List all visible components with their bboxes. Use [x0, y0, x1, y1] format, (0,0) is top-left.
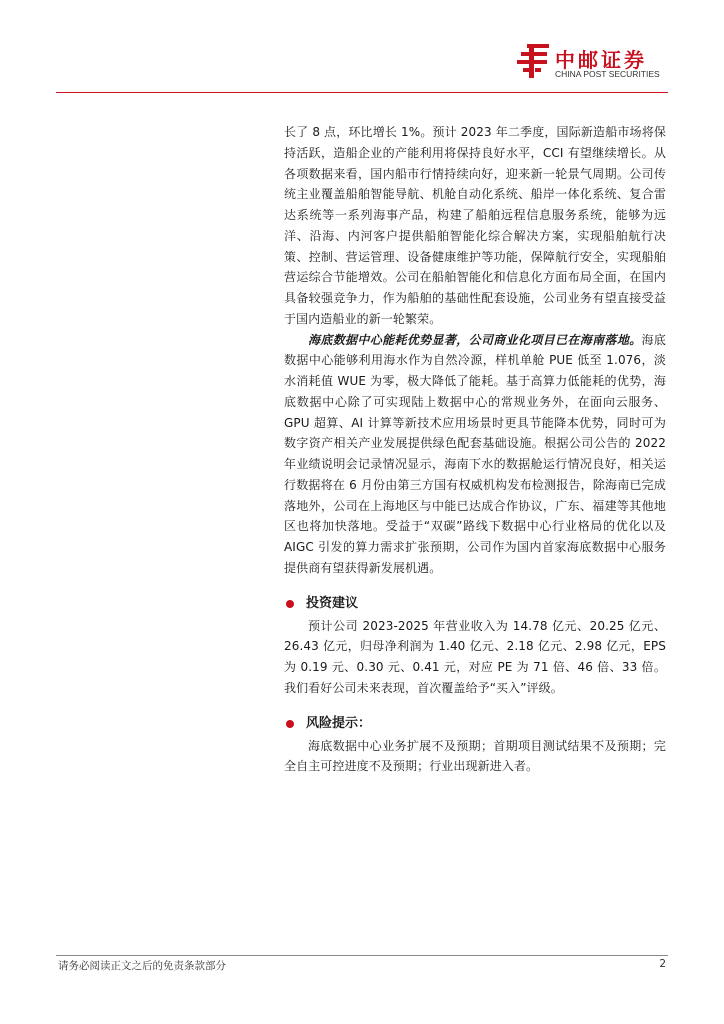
header-divider: [56, 92, 668, 93]
footer-divider: [56, 955, 668, 956]
risk-section-heading: [284, 712, 666, 736]
paragraph-text: 海底数据中心能够利用海水作为自然冷源，样机单舱 PUE 低至 1.076，淡水消耗值 WUE 为零，极大降低了能耗。基于高算力低能耗的优势，海底数据中心除了可实现陆上数据中心的常规业务外，在面向云服务、GPU 超算、AI 计算等新技术应用场景时更具节能降本优势，同时可为数字资产相关产业发展提供绿色配套基础设施。根据公司公告的 2022 年业绩说明会记录情况显示，海南下水的数据舱运行情况良好，相关运行数据将在 6 月份由第三方国有权威机构发布检测报告，除海南已完成落地外，公司在上海地区与中能已达成合作协议，广东、福建等其他地区也将加快落地。受益于“双碳”路线下数据中心行业格局的优化以及 AIGC 引发的算力需求扩张预期，公司作为国内首家海底数据中心服务提供商有望获得新发展机遇。: [284, 332, 667, 575]
disclaimer-note: 请务必阅读正文之后的免责条款部分: [58, 960, 226, 972]
bullet-dot-icon: [286, 720, 294, 728]
bullet-dot-icon: [286, 600, 294, 608]
paragraph-lead-sentence: 海底数据中心能耗优势显著，公司商业化项目已在海南落地。: [308, 332, 642, 347]
risk-paragraph: 海底数据中心业务扩展不及预期；首期项目测试结果不及预期；完全自主可控进度不及预期；行业出现新进入者。: [284, 738, 666, 774]
report-body: [284, 122, 666, 777]
page-number: 2: [659, 958, 666, 970]
body-paragraph-undersea-datacenter: [284, 330, 666, 579]
brand-name-en: CHINA POST SECURITIES: [555, 69, 660, 79]
investment-section-heading: [284, 592, 666, 616]
brand-name-cn: 中邮证券: [555, 48, 647, 72]
investment-title: 投资建议: [306, 595, 359, 611]
brand-logo: [515, 42, 675, 84]
china-post-logo-icon: [515, 42, 551, 80]
investment-paragraph: 预计公司 2023-2025 年营业收入为 14.78 亿元、20.25 亿元、26.43 亿元，归母净利润为 1.40 亿元、2.18 亿元、2.98 亿元，EPS 为 0.19 元、0.30 元、0.41 元，对应 PE 为 71 倍、46 倍、33 倍。我们看好公司未来表现，首次覆盖给予“买入”评级。: [284, 618, 666, 695]
body-paragraph-shipbuilding: 长了 8 点，环比增长 1%。预计 2023 年二季度，国际新造船市场将保持活跃，造船企业的产能利用将保持良好水平，CCI 有望继续增长。从各项数据来看，国内船市行情持续向好，迎来新一轮景气周期。公司传统主业覆盖船舶智能导航、机舱自动化系统、船岸一体化系统、复合雷达系统等一系列海事产品，构建了船舶远程信息服务系统，能够为远洋、沿海、内河客户提供船舶智能化综合解决方案，实现船舶航行决策、控制、营运管理、设备健康维护等功能，保障航行安全，实现船舶营运综合节能增效。公司在船舶智能化和信息化方面布局全面，在国内具备较强竞争力，作为船舶的基础性配套设施，公司业务有望直接受益于国内造船业的新一轮繁荣。: [284, 125, 666, 326]
risk-title: 风险提示：: [306, 715, 372, 731]
